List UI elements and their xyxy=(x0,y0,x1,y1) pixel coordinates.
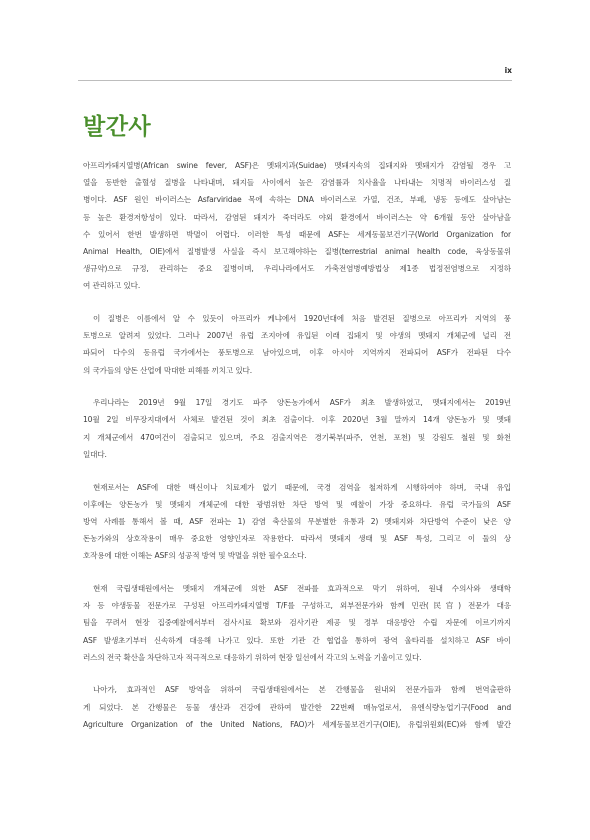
paragraph xyxy=(83,479,511,565)
paragraph-line: 여 관리하고 있다. xyxy=(83,281,141,291)
paragraph-line: 현재 국립생태원에서는 멧돼지 개체군에 의한 ASF 전파를 효과적으로 막기 위하여, 원내 수의사와 생태학 xyxy=(93,584,511,593)
paragraph-line: 러스의 전국 확산을 차단하고자 적극적으로 대응하기 위하여 현장 일선에서 각고의 노력을 기울이고 있다. xyxy=(83,652,422,662)
paragraph-line: Agriculture Organization of the United Nations, FAO)가 세계동물보건기구(OIE), 유럽위원회(EC)와 함께 발간 xyxy=(83,719,511,729)
paragraph xyxy=(83,681,511,733)
paragraph-line: 나아가, 효과적인 ASF 방역을 위하여 국립생태원에서는 본 간행물을 원내외 전문가들과 함께 번역출판하 xyxy=(93,685,511,695)
paragraph-line: 수 있어서 한번 발생하면 박멸이 어렵다. 이러한 특성 때문에 ASF는 세계동물보건기구(World Organization for xyxy=(83,229,511,239)
paragraph xyxy=(83,580,511,666)
paragraph-line: 생규약)으로 규정, 관리하는 중요 질병이며, 우리나라에서도 가축전염병예방법상 제1종 법정전염병으로 지정하 xyxy=(83,264,511,274)
body-text xyxy=(83,157,511,749)
paragraph-line: 돈농가와의 상호작용이 매우 중요한 영향인자로 작용한다. 따라서 멧돼지 생태 및 ASF 특성, 그리고 이 둘의 상 xyxy=(83,534,511,544)
paragraph-line: 10월 2일 비무장지대에서 사체로 발견된 것이 최초 검출이다. 이후 2020년 3월 말까지 14개 양돈농가 및 멧돼 xyxy=(83,415,511,425)
page-title: 발간사 xyxy=(83,114,152,140)
header-divider xyxy=(78,80,512,81)
paragraph-line: 파되어 다수의 동유럽 국가에서는 풍토병으로 남아있으며, 이후 아시아 지역까지 전파되어 ASF가 전파된 다수 xyxy=(83,348,511,358)
paragraph-line: 현재로서는 ASF에 대한 백신이나 치료제가 없기 때문에, 국경 검역을 철저하게 시행하여야 하며, 국내 유입 xyxy=(93,482,511,492)
paragraph-line: 열을 동반한 출혈성 질병을 나타내며, 돼지들 사이에서 높은 감염률과 치사율을 나타내는 치명적 바이러스성 질 xyxy=(83,178,511,188)
paragraph xyxy=(83,394,511,463)
page-number: ix xyxy=(504,66,512,75)
paragraph-line: Animal Health, OIE)에서 질병발생 사실을 즉시 보고해야하는 질병(terrestrial animal health code, 육상동물위 xyxy=(83,246,511,256)
paragraph-line: 호작용에 대한 이해는 ASF의 성공적 방역 및 박멸을 위한 필수요소다. xyxy=(83,551,307,561)
paragraph-line: ASF 발생초기부터 신속하게 대응해 나가고 있다. 또한 기관 간 협업을 통하여 광역 울타리를 설치하고 ASF 바이 xyxy=(83,635,511,645)
paragraph-line: 이 질병은 이름에서 알 수 있듯이 아프리카 케냐에서 1920년대에 처음 발견된 질병으로 아프리카 지역의 풍 xyxy=(93,314,511,324)
paragraph-line: 등 높은 환경저항성이 있다. 따라서, 감염된 돼지가 죽더라도 야외 환경에서 바이러스는 약 6개월 동안 살아남을 xyxy=(83,212,511,222)
paragraph-line: 지 개체군에서 470여건이 검출되고 있으며, 주요 검출지역은 경기북부(파주, 연천, 포천) 및 강원도 철원 및 화천 xyxy=(83,432,511,442)
paragraph-line: 방역 사례를 통해서 볼 때, ASF 전파는 1) 감염 축산물의 무분별한 유통과 2) 멧돼지와 차단방역 수준이 낮은 양 xyxy=(83,516,511,526)
paragraph-line: 이후에는 양돈농가 및 멧돼지 개체군에 대한 광범위한 차단 방역 및 예찰이 가장 중요하다. 유럽 국가들의 ASF xyxy=(83,499,511,509)
paragraph-line: 아프리카돼지열병(African swine fever, ASF)은 멧돼지과(Suidae) 멧돼지속의 집돼지와 멧돼지가 감염될 경우 고 xyxy=(83,161,511,170)
paragraph-line: 병이다. ASF 원인 바이러스는 Asfarviridae 목에 속하는 DNA 바이러스로 가열, 건조, 부패, 냉동 등에도 살아남는 xyxy=(83,195,511,205)
paragraph-line: 우리나라는 2019년 9월 17일 경기도 파주 양돈농가에서 ASF가 최초 발생하였고, 멧돼지에서는 2019년 xyxy=(93,398,511,408)
paragraph-line: 자 등 야생동물 전문가로 구성된 아프리카돼지열병 T/F를 구성하고, 외부전문가와 함께 민관(民官) 전문가 대응 xyxy=(83,601,511,611)
paragraph-line: 일대다. xyxy=(83,449,107,459)
paragraph-line: 팀을 꾸려서 현장 집중예찰에서부터 검사시료 확보와 검사기관 제공 및 정부 대응방안 수립 자문에 이르기까지 xyxy=(83,618,511,628)
paragraph xyxy=(83,157,511,295)
paragraph xyxy=(83,310,511,379)
paragraph-line: 토병으로 알려져 있었다. 그러나 2007년 유럽 조지아에 유입된 이래 집돼지 및 야생의 멧돼지 개체군에 널리 전 xyxy=(83,331,511,341)
paragraph-line: 의 국가들의 양돈 산업에 막대한 피해를 끼치고 있다. xyxy=(83,365,253,375)
paragraph-line: 게 되었다. 본 간행물은 동물 생산과 건강에 관하여 발간한 22번째 매뉴얼로서, 유엔식량농업기구(Food and xyxy=(83,702,511,712)
